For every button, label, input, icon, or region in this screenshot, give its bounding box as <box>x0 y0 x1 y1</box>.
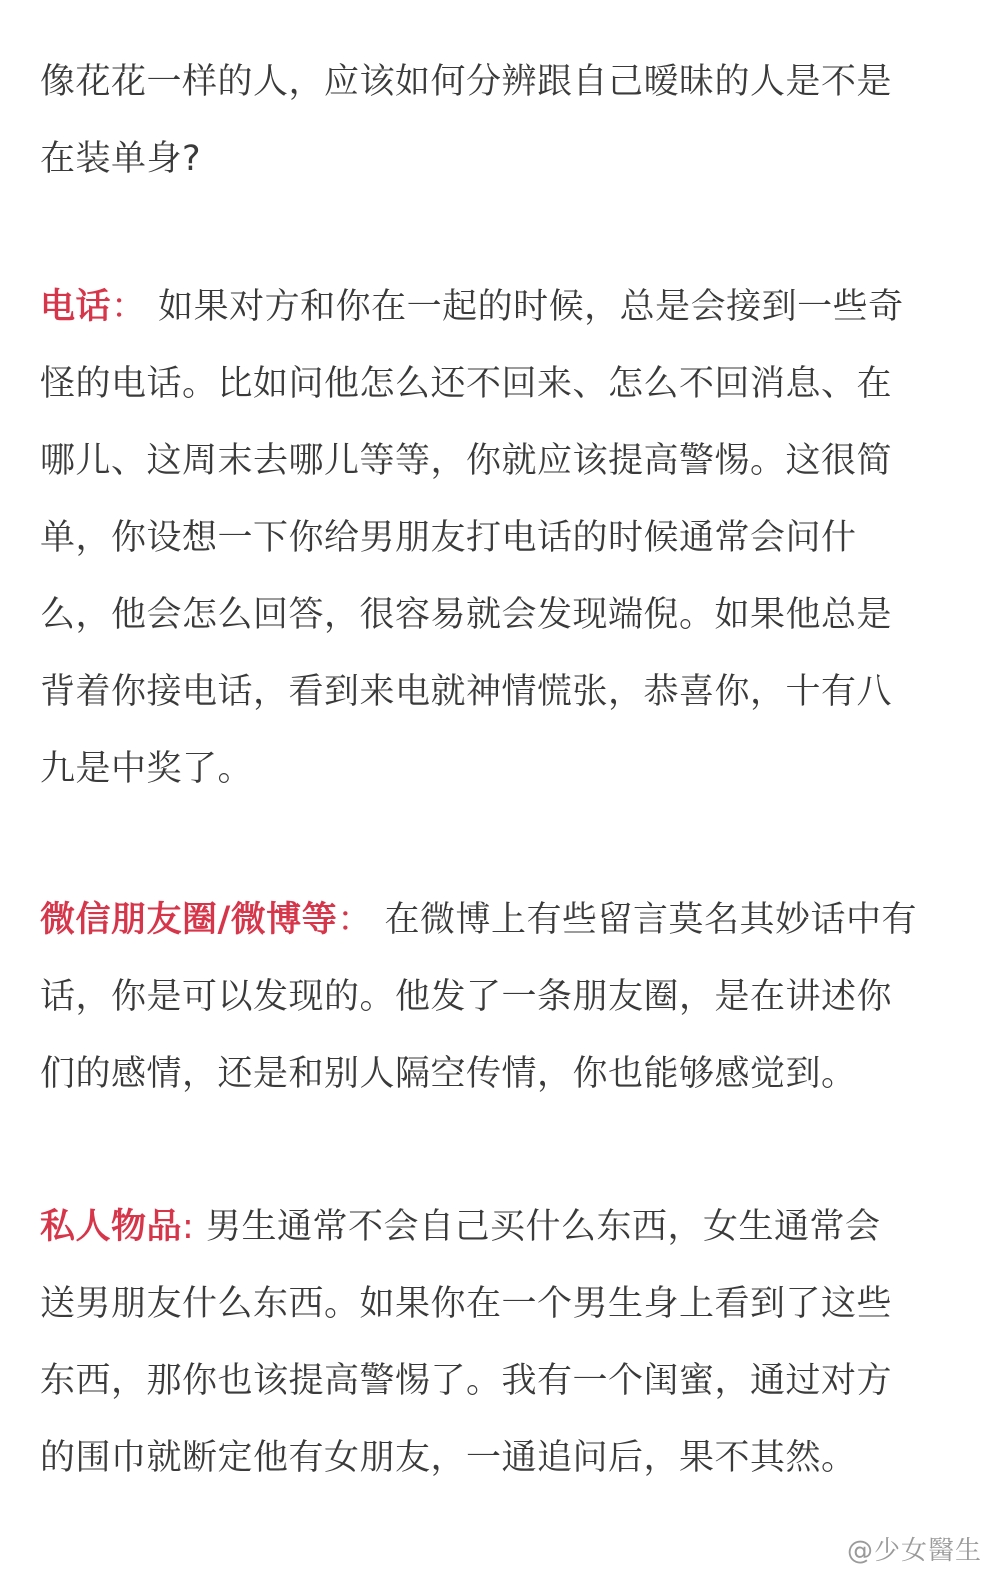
section-text: 男生通常不会自己买什么东西，女生通常会 <box>205 1207 881 1247</box>
section-wechat-weibo <box>40 882 970 1113</box>
section-text: 的围巾就断定他有女朋友，一通追问后，果不其然。 <box>40 1438 857 1478</box>
section-text: 东西，那你也该提高警惕了。我有一个闺蜜，通过对方 <box>40 1361 893 1401</box>
section-text: 如果对方和你在一起的时候，总是会接到一些奇 <box>158 287 904 327</box>
section-label: 私人物品 <box>40 1207 183 1247</box>
section-colon: ： <box>337 900 373 940</box>
section-colon: ： <box>111 287 147 327</box>
section-text: 九是中奖了。 <box>40 749 254 789</box>
section-text: 怪的电话。比如问他怎么还不回来、怎么不回消息、在 <box>40 364 893 404</box>
intro-question <box>40 44 970 198</box>
section-text: 送男朋友什么东西。如果你在一个男生身上看到了这些 <box>40 1284 893 1324</box>
section-text: 单，你设想一下你给男朋友打电话的时候通常会问什 <box>40 518 857 558</box>
watermark: @少女醫生 <box>846 1536 982 1566</box>
section-text: 们的感情，还是和别人隔空传情，你也能够感觉到。 <box>40 1054 857 1094</box>
section-first-line <box>40 1189 970 1266</box>
section-label: 电话 <box>40 287 112 327</box>
section-personal-items <box>40 1189 970 1497</box>
section-text: 哪儿、这周末去哪儿等等，你就应该提高警惕。这很简 <box>40 441 893 481</box>
section-text: 背着你接电话，看到来电就神情慌张，恭喜你，十有八 <box>40 672 893 712</box>
intro-line: 在装单身? <box>40 139 202 179</box>
section-colon: : <box>182 1207 195 1247</box>
section-text: 话，你是可以发现的。他发了一条朋友圈，是在讲述你 <box>40 977 893 1017</box>
section-first-line <box>40 269 970 346</box>
intro-line: 像花花一样的人，应该如何分辨跟自己暧昧的人是不是 <box>40 62 893 102</box>
section-text: 么，他会怎么回答，很容易就会发现端倪。如果他总是 <box>40 595 893 635</box>
section-label: 微信朋友圈/微博等 <box>40 900 338 940</box>
section-text: 在微博上有些留言莫名其妙话中有 <box>384 900 917 940</box>
section-phone <box>40 269 970 808</box>
section-first-line <box>40 882 970 959</box>
